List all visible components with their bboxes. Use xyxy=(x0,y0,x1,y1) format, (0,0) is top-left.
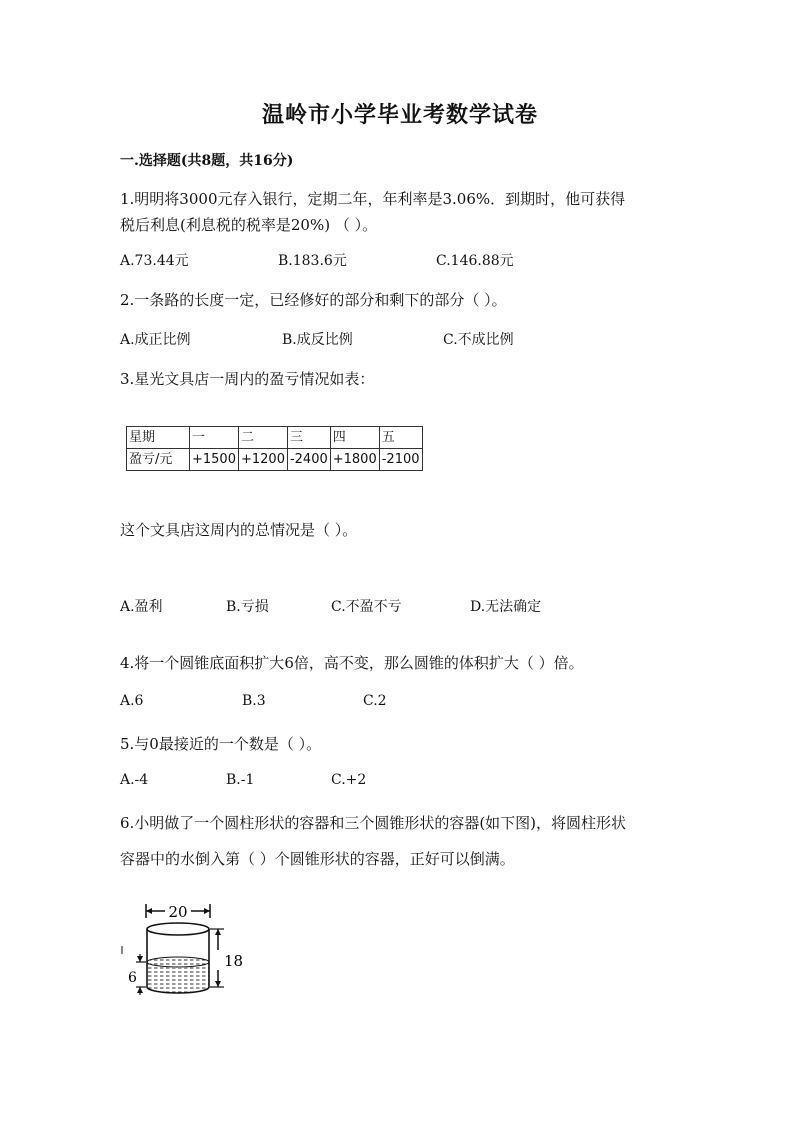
table-cell: -2400 xyxy=(287,449,330,471)
table-cell: 五 xyxy=(379,427,422,449)
table-cell: +1200 xyxy=(238,449,287,471)
table-cell: -2100 xyxy=(379,449,422,471)
question-3-text: 3.星光文具店一周内的盈亏情况如表： xyxy=(120,370,375,388)
question-1-line-1: 1.明明将3000元存入银行，定期二年，年利率是3.06%．到期时，他可获得 xyxy=(120,190,626,208)
q4-option-c: C.2 xyxy=(363,693,387,709)
table-cell: 星期 xyxy=(127,427,190,449)
q3-option-a: A.盈利 xyxy=(120,599,163,615)
q2-option-c: C.不成比例 xyxy=(443,332,514,348)
cylinder-container-figure xyxy=(118,898,248,1003)
question-1-line-2: 税后利息(利息税的税率是20%) （ ）。 xyxy=(120,216,378,234)
table-header-row xyxy=(127,427,423,449)
table-cell: 三 xyxy=(287,427,330,449)
q3-option-d: D.无法确定 xyxy=(470,599,542,615)
q5-option-a: A.-4 xyxy=(120,772,149,788)
table-cell: +1500 xyxy=(190,449,239,471)
q1-option-c: C.146.88元 xyxy=(436,253,514,269)
q2-option-a: A.成正比例 xyxy=(120,332,191,348)
table-cell: 四 xyxy=(330,427,379,449)
q3-option-b: B.亏损 xyxy=(226,599,269,615)
question-4-text: 4.将一个圆锥底面积扩大6倍，高不变，那么圆锥的体积扩大（ ）倍。 xyxy=(120,654,584,672)
page-title: 温岭市小学毕业考数学试卷 xyxy=(261,102,538,128)
question-6-line-2: 容器中的水倒入第（ ）个圆锥形状的容器，正好可以倒满。 xyxy=(120,850,515,868)
question-6-line-1: 6.小明做了一个圆柱形状的容器和三个圆锥形状的容器(如下图)，将圆柱形状 xyxy=(120,814,627,832)
q4-option-a: A.6 xyxy=(120,693,144,709)
height-label: 18 xyxy=(224,952,244,970)
profit-loss-table xyxy=(126,426,423,471)
water-depth-label: 6 xyxy=(128,970,137,986)
q4-option-b: B.3 xyxy=(242,693,266,709)
q2-option-b: B.成反比例 xyxy=(282,332,353,348)
q1-option-b: B.183.6元 xyxy=(278,253,347,269)
q1-option-a: A.73.44元 xyxy=(120,253,189,269)
table-cell: 盈亏/元 xyxy=(127,449,190,471)
table-row xyxy=(127,449,423,471)
q5-option-c: C.+2 xyxy=(331,772,367,788)
q5-option-b: B.-1 xyxy=(226,772,255,788)
question-2-text: 2.一条路的长度一定，已经修好的部分和剩下的部分（ ）。 xyxy=(120,291,507,309)
table-cell: +1800 xyxy=(330,449,379,471)
q3-option-c: C.不盈不亏 xyxy=(331,599,402,615)
question-5-text: 5.与0最接近的一个数是（ ）。 xyxy=(120,735,322,753)
table-cell: 二 xyxy=(238,427,287,449)
table-cell: 一 xyxy=(190,427,239,449)
width-label: 20 xyxy=(168,903,188,921)
section-heading: 一.选择题(共8题，共16分) xyxy=(120,153,294,169)
question-3-prompt: 这个文具店这周内的总情况是（ ）。 xyxy=(120,521,358,539)
